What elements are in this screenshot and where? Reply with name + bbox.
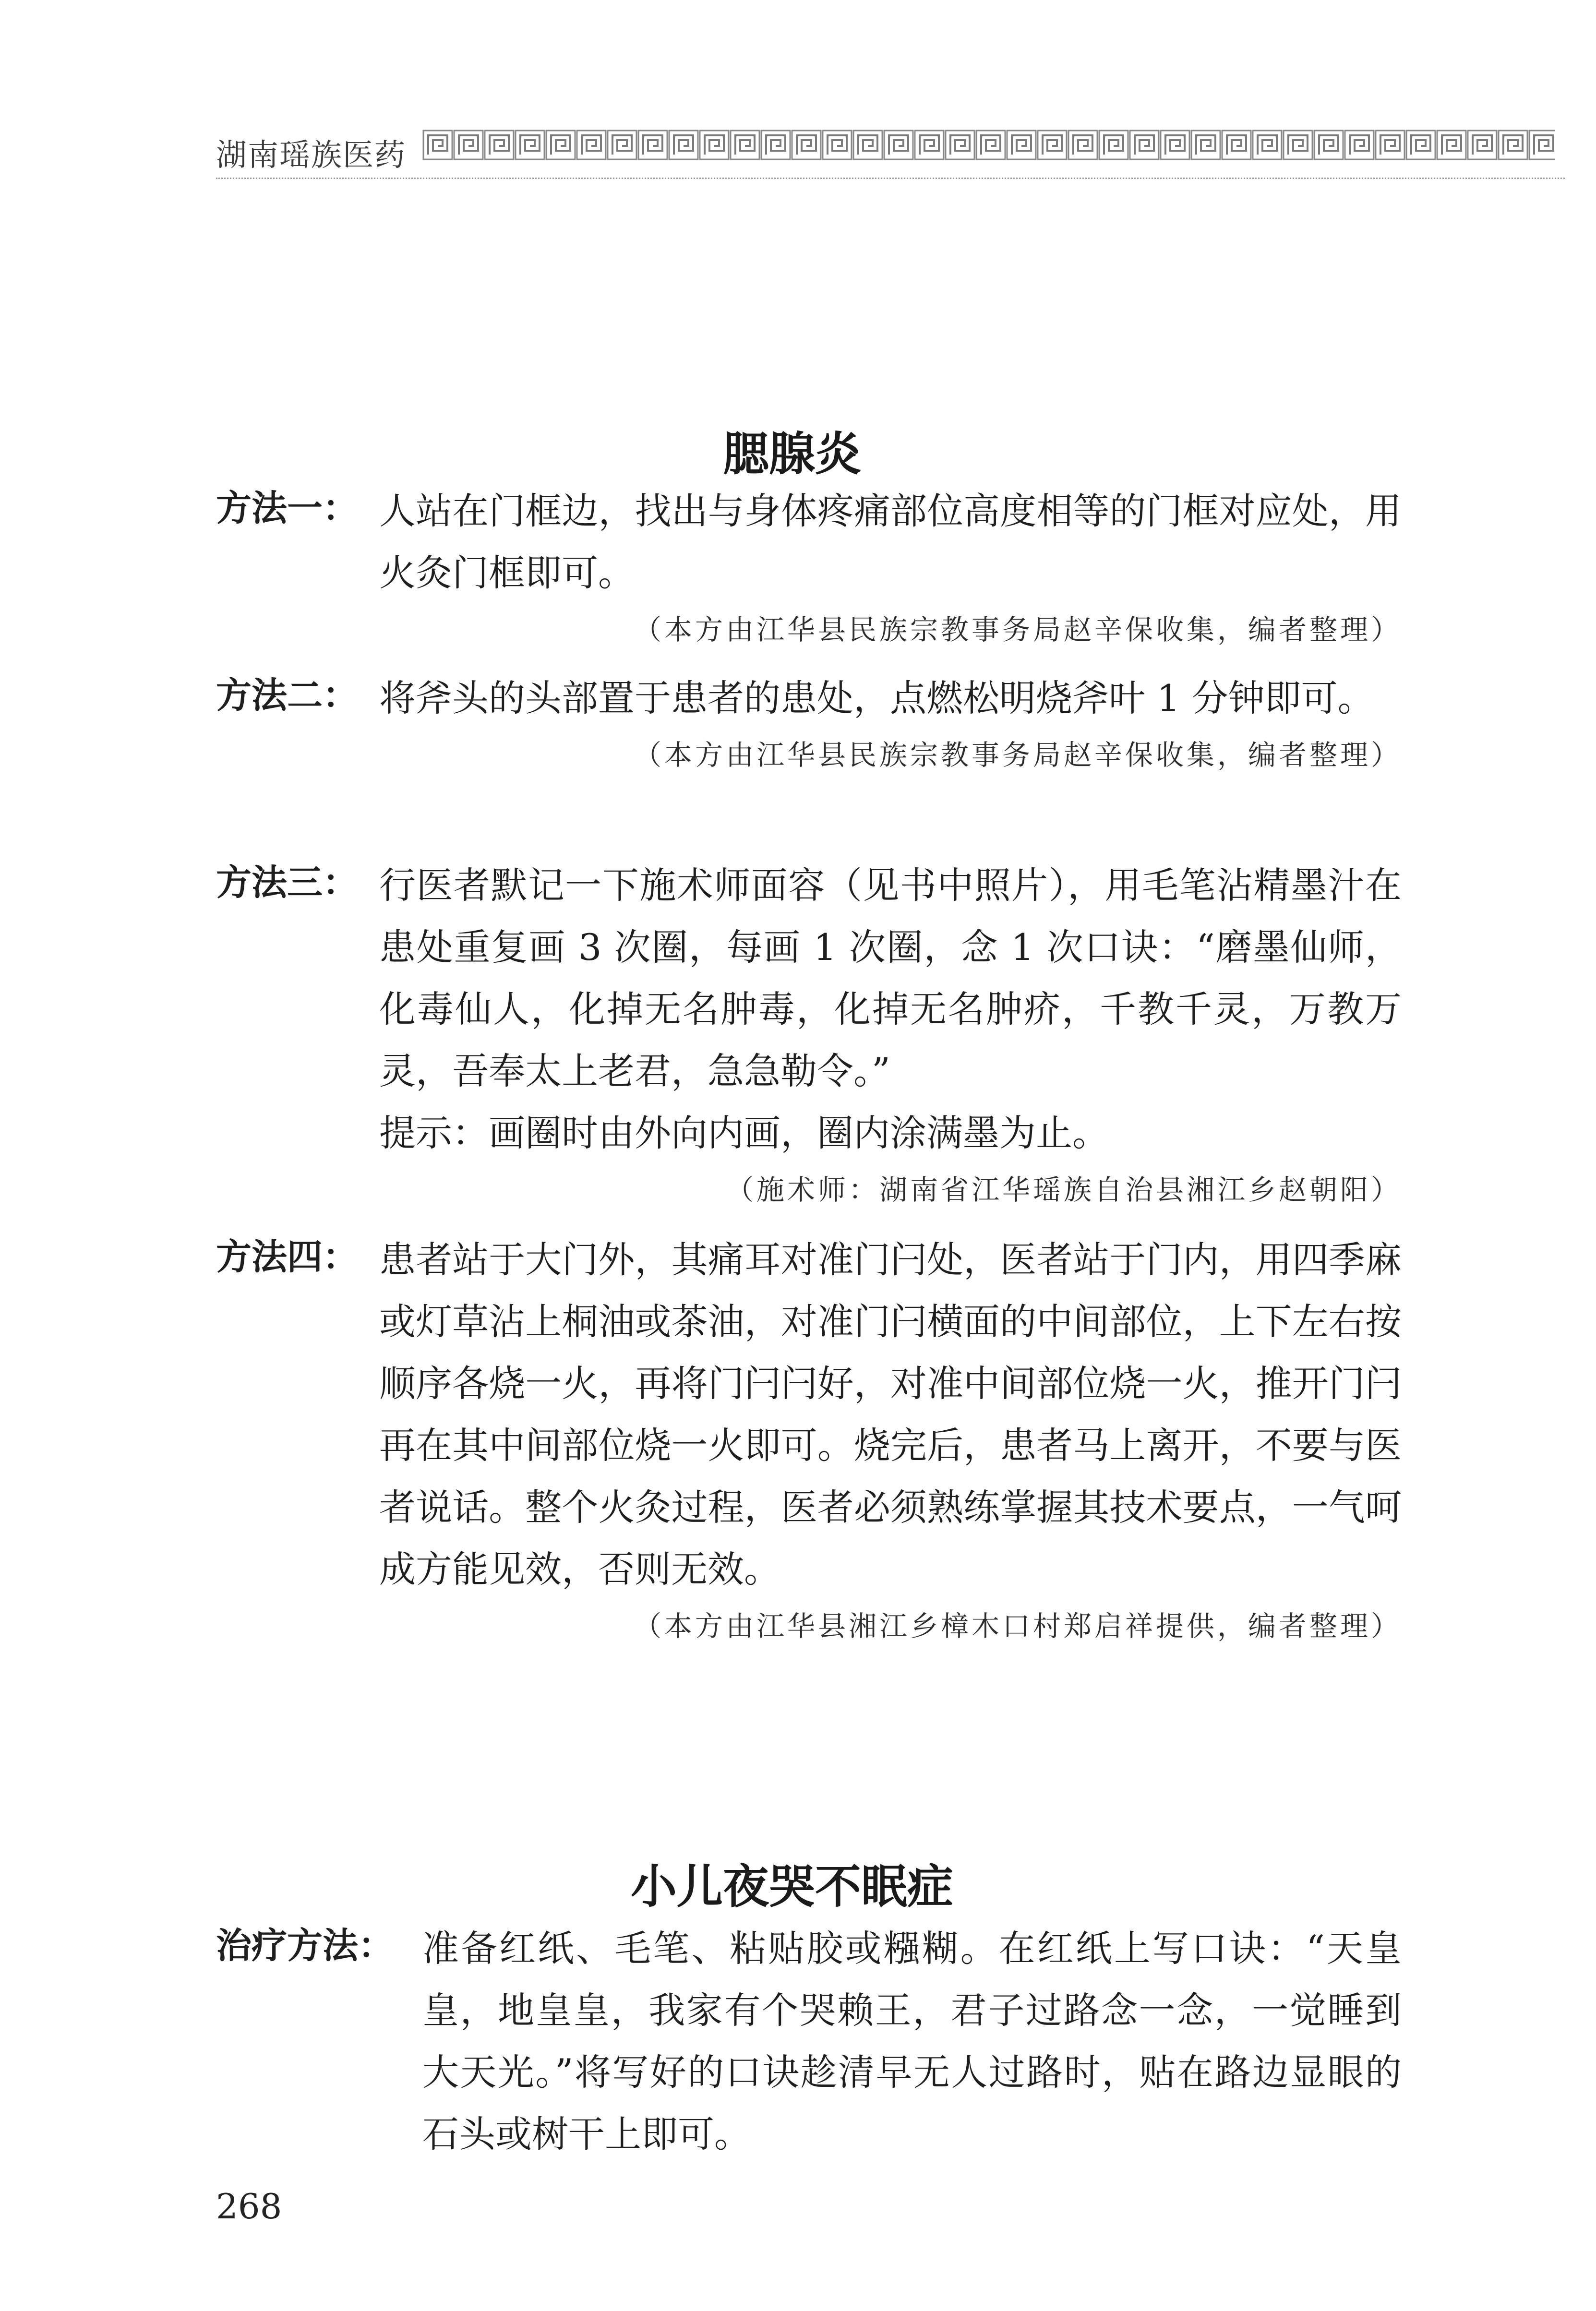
method-label: 治疗方法： [216,1925,394,1966]
section-title-parotitis: 腮腺炎 [723,427,861,481]
method-credit: （本方由江华县民族宗教事务局赵辛保收集，编者整理） [633,613,1402,646]
method-text: 人站在门框边，找出与身体疼痛部位高度相等的门框对应处，用火灸门框即可。 [379,490,1402,594]
method-text: 行医者默记一下施术师面容（见书中照片），用毛笔沾精墨汁在患处重复画 3 次圈，每画 1 次圈，念 1 次口诀：“磨墨仙师，化毒仙人，化掉无名肿毒，化掉无名肿疥，千教千灵，万教万灵，吾奉太上老君，急急勒令。” [379,864,1402,1092]
method-label: 方法一： [216,488,358,529]
section-title-infant-night-crying: 小儿夜哭不眠症 [631,1859,953,1914]
method-tip: 提示：画圈时由外向内画，圈内涂满墨为止。 [379,1112,1109,1154]
page-number: 268 [216,2186,282,2227]
method-credit: （本方由江华县湘江乡樟木口村郑启祥提供，编者整理） [633,1610,1402,1642]
method-label: 方法三： [216,862,358,903]
method-text: 将斧头的头部置于患者的患处，点燃松明烧斧叶 1 分钟即可。 [379,677,1374,719]
header-rule [216,178,1565,179]
method-credit: （施术师：湖南省江华瑶族自治县湘江乡赵朝阳） [725,1173,1402,1206]
method-label: 方法二： [216,675,358,716]
book-title: 湖南瑶族医药 [216,138,406,173]
method-credit: （本方由江华县民族宗教事务局赵辛保收集，编者整理） [633,739,1402,771]
method-label: 方法四： [216,1236,358,1278]
method-text: 准备红纸、毛笔、粘贴胶或糨糊。在红纸上写口诀：“天皇皇，地皇皇，我家有个哭赖王，君子过路念一念，一觉睡到大天光。”将写好的口诀趁清早无人过路时，贴在路边显眼的石头或树干上即可。 [422,1927,1402,2155]
treatment-method [216,1917,1402,2165]
method-1 [216,480,1402,661]
method-3 [216,854,1402,1221]
method-text: 患者站于大门外，其痛耳对准门闩处，医者站于门内，用四季麻或灯草沾上桐油或茶油，对准门闩横面的中间部位，上下左右按顺序各烧一火，再将门闩闩好，对准中间部位烧一火，推开门闩再在其中间部位烧一火即可。烧完后，患者马上离开，不要与医者说话。整个火灸过程，医者必须熟练掌握其技术要点，一气呵成方能见效，否则无效。 [379,1238,1402,1591]
method-4 [216,1229,1402,1658]
method-2 [216,667,1402,787]
running-header [216,120,1565,173]
decorative-border-band [422,130,1555,160]
